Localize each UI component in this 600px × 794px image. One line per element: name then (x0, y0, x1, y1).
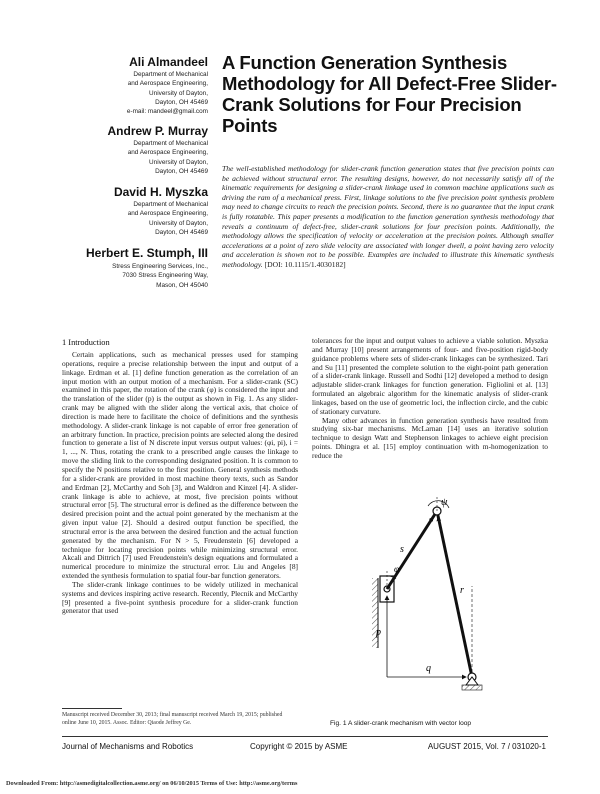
author-name-2: Andrew P. Murray (107, 124, 208, 138)
affiliation-line: University of Dayton, (149, 219, 208, 227)
author-name-1: Ali Almandeel (129, 55, 208, 69)
affiliation-line: Department of Mechanical (133, 71, 208, 78)
section-heading: 1 Introduction (62, 338, 110, 347)
affiliation-line: Dayton, OH 45469 (155, 98, 208, 106)
label-s: s (400, 544, 404, 555)
affiliation-line: Department of Mechanical (133, 140, 208, 147)
label-p: p (376, 627, 381, 638)
abstract (222, 164, 554, 270)
left-column (62, 351, 298, 616)
author-affiliation-3 (52, 200, 208, 237)
label-psi: ψ (441, 497, 448, 508)
label-r: r (460, 585, 464, 596)
label-q: q (426, 663, 431, 674)
affiliation-line: Stress Engineering Services, Inc., (112, 263, 208, 270)
paragraph: tolerances for the input and output values to achieve a viable solution. Myszka and Murray [10] present arrangements of four- and five-position rigid-body guidance problems where sets of slider-crank linkages can be synthesized. Tari and Su [11] presented the complete solution to the eight-point path generation of a slider-crank linkage. Russell and Sodhi [12] developed a method to design adjustable slider-crank linkages for function generation. Figliolini et al. [13] formulated an algebraic algorithm for the kinematic analysis of slider-crank linkages, based on the use of geometric loci, the inflection circle, and the cubic of stationary curvature. (312, 336, 548, 416)
affiliation-line: and Aerospace Engineering, (127, 80, 208, 88)
issue-info: AUGUST 2015, Vol. 7 / 031020-1 (427, 742, 546, 751)
author-name-4: Herbert E. Stumph, III (85, 246, 208, 260)
affiliation-line: Mason, OH 45040 (156, 281, 208, 289)
affiliation-line: Department of Mechanical (133, 201, 208, 208)
affiliation-line: University of Dayton, (149, 89, 208, 97)
footnote: Manuscript received December 30, 2013; final manuscript received March 19, 2015; published online June 10, 2015. Assoc. Editor: Qiaode Jeffrey Ge. (62, 712, 283, 726)
paper-title: A Function Generation Synthesis Methodology for All Defect-Free Slider-Crank Solutions for Four Precision Points (222, 52, 557, 136)
author-name-3: David H. Myszka (113, 185, 208, 199)
author-affiliation-1 (52, 70, 208, 116)
affiliation-line: Dayton, OH 45469 (155, 167, 208, 175)
paragraph: The slider-crank linkage continues to be widely utilized in mechanical systems and devices inspiring active research. Recently, Plecnik and McCarthy [9] presented a five-point synthesis procedure for a slider-crank function generator that used (62, 579, 298, 616)
ground-hatch (462, 685, 482, 690)
affiliation-line: and Aerospace Engineering, (127, 210, 208, 218)
affiliation-line: Dayton, OH 45469 (155, 228, 208, 236)
author-email: e-mail: mandeel@gmail.com (126, 108, 208, 116)
doi: [DOI: 10.1115/1.4030182] (264, 259, 346, 269)
affiliation-line: and Aerospace Engineering, (127, 149, 208, 157)
right-column (312, 337, 548, 461)
affiliation-line: 7030 Stress Engineering Way, (122, 272, 208, 280)
figure-slider-crank (330, 496, 530, 708)
affiliation-line: University of Dayton, (149, 158, 208, 166)
footer-rule (62, 736, 548, 737)
download-line: Downloaded From: http://asmedigitalcollection.asme.org/ on 06/10/2015 Terms of Use: http://asme.org/terms (6, 780, 298, 787)
paragraph: Many other advances in function generation synthesis have resulted from studying six-bar mechanisms. McLarnan [14] uses an iterative solution technique to design Watt and Stephenson linkages to achieve eight precision points. Dhingra et al. [15] employ continuation with m-homogenization to reduce the (312, 415, 548, 460)
paragraph: Certain applications, such as mechanical presses used for stamping operations, require a precise relationship between the input and output of a linkage. Erdman et al. [1] define function generation as the correlation of an input motion with an output motion of a mechanism. For a slider-crank (SC) examined in this paper, the rotation of the crank (φ) is considered the input and the translation of the slider (p) is the output as shown in Fig. 1. As any slider-crank may be aligned with the slider along the vertical axis, that choice of direction is made here to facilitate the choice of definitions and the synthesis methodology. A slider-crank linkage is not capable of error free generation of an arbitrary function. In practice, precision points are selected along the desired function to generate a list of N discrete input versus output values: (φi, pi), i = 1, ..., N. Thus, rotating the crank to a prescribed angle causes the linkage to move the sliding link to the corresponding designated position. It is common to specify the N positions relative to the first position. General synthesis methods for a slider-crank are provided in most machine theory texts, such as Sandor and Erdman [2], McCarthy and Soh [3], and Waldron and Kinzel [4]. A slider-crank linkage is able to achieve, at most, five precision points without structural error [5]. The structural error is defined as the difference between the desired precision point and the actual point generated by the mechanism at the given input value [2]. Should a desired output function be specified, the structural error is the area between the desired function and the actual function generated by the mechanism. For N > 5, Freudenstein [6] developed a technique for locating precision points while minimizing structural error. Akcali and Dittrich [7] used Freudenstein's design equations and formulated a numerical procedure to minimize the structural error. Liu and Angeles [8] extended the synthesis formulation to spatial four-bar function generators. (62, 350, 298, 581)
author-affiliation-2 (52, 139, 208, 176)
vector-r (438, 517, 472, 677)
figure-caption: Fig. 1 A slider-crank mechanism with vector loop (330, 720, 472, 727)
copyright: Copyright © 2015 by ASME (250, 742, 348, 751)
label-phi: φ (394, 564, 399, 574)
journal-name: Journal of Mechanisms and Robotics (62, 742, 194, 751)
author-affiliation-4 (52, 262, 208, 290)
abstract-text: The well-established methodology for slider-crank function generation states that five precision points can be achieved without structural error. The resulting designs, however, do not necessarily satisfy all of the kinematic requirements for designing a slider-crank linkage used in common machine applications such as driving the ram of a mechanical press. First, linkage solutions to the five precision point synthesis problem may need to change circuits to reach the precision points. Second, there is no guarantee that the input crank is fully rotatable. This paper presents a modification to the function generation synthesis methodology that reveals a continuum of defect-free, slider-crank solutions for four precision points. Additionally, the methodology allows the specification of velocity or acceleration at the precision points. Although smaller accelerations at a point of zero slide velocity are associated with longer dwell, a point having zero velocity and acceleration is shown not to be possible. Examples are included to illustrate this kinematic synthesis methodology. (222, 164, 554, 269)
footnote-rule (62, 708, 122, 709)
vector-s (387, 517, 433, 589)
